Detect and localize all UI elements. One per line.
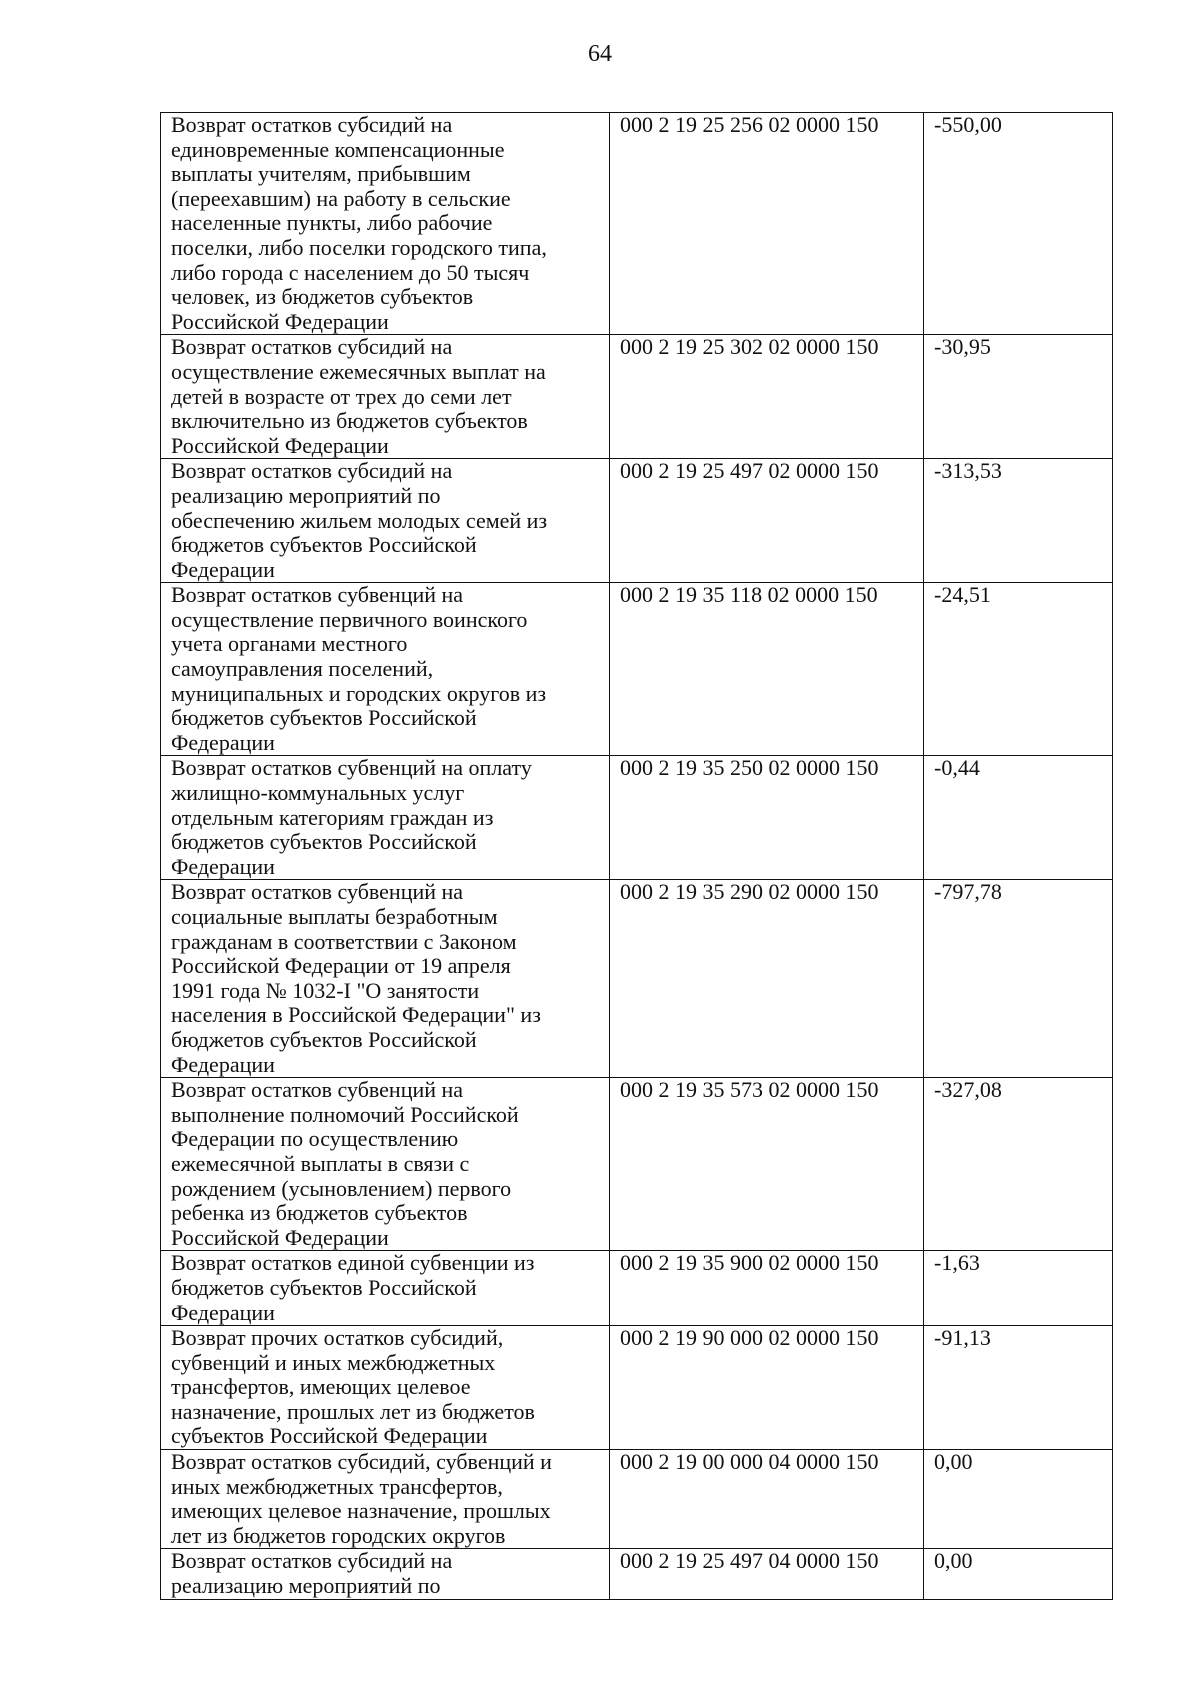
table-row (161, 1549, 1113, 1599)
row-amount: -30,95 (924, 335, 1113, 459)
row-description: Возврат остатков субсидий на реализацию мероприятий по обеспечению жильем молодых семей из бюджетов субъектов Российской Федерации (161, 459, 610, 583)
table-row (161, 335, 1113, 459)
budget-table (160, 112, 1113, 1600)
row-description: Возврат остатков субвенций на осуществление первичного воинского учета органами местного самоуправления поселений, муниципальных и городских округов из бюджетов субъектов Российской Федерации (161, 583, 610, 756)
row-description: Возврат остатков субсидий на осуществление ежемесячных выплат на детей в возрасте от трех до семи лет включительно из бюджетов субъектов Российской Федерации (161, 335, 610, 459)
row-budget-code: 000 2 19 35 900 02 0000 150 (610, 1251, 924, 1326)
table-row (161, 459, 1113, 583)
row-budget-code: 000 2 19 00 000 04 0000 150 (610, 1450, 924, 1549)
row-amount: -327,08 (924, 1078, 1113, 1251)
row-amount: -550,00 (924, 113, 1113, 335)
row-budget-code: 000 2 19 35 118 02 0000 150 (610, 583, 924, 756)
row-amount: -91,13 (924, 1326, 1113, 1450)
table-row (161, 880, 1113, 1078)
row-budget-code: 000 2 19 25 497 04 0000 150 (610, 1549, 924, 1599)
table-row (161, 113, 1113, 335)
page-number: 64 (588, 41, 612, 67)
row-budget-code: 000 2 19 90 000 02 0000 150 (610, 1326, 924, 1450)
row-amount: -0,44 (924, 756, 1113, 880)
row-budget-code: 000 2 19 25 256 02 0000 150 (610, 113, 924, 335)
row-amount: 0,00 (924, 1549, 1113, 1599)
row-budget-code: 000 2 19 35 290 02 0000 150 (610, 880, 924, 1078)
row-amount: -1,63 (924, 1251, 1113, 1326)
row-budget-code: 000 2 19 25 302 02 0000 150 (610, 335, 924, 459)
row-description: Возврат остатков субсидий, субвенций и иных межбюджетных трансфертов, имеющих целевое назначение, прошлых лет из бюджетов городских округов (161, 1450, 610, 1549)
row-description: Возврат остатков субвенций на выполнение полномочий Российской Федерации по осуществлению ежемесячной выплаты в связи с рождением (усыновлением) первого ребенка из бюджетов субъектов Российской Федерации (161, 1078, 610, 1251)
row-budget-code: 000 2 19 35 250 02 0000 150 (610, 756, 924, 880)
row-description: Возврат остатков субсидий на реализацию мероприятий по (161, 1549, 610, 1599)
row-description: Возврат остатков субвенций на оплату жилищно-коммунальных услуг отдельным категориям граждан из бюджетов субъектов Российской Федерации (161, 756, 610, 880)
row-amount: -24,51 (924, 583, 1113, 756)
row-description: Возврат остатков субсидий на единовременные компенсационные выплаты учителям, прибывшим (переехавшим) на работу в сельские населенные пункты, либо рабочие поселки, либо поселки городского типа, либо города с населением до 50 тысяч человек, из бюджетов субъектов Российской Федерации (161, 113, 610, 335)
row-amount: -797,78 (924, 880, 1113, 1078)
row-budget-code: 000 2 19 35 573 02 0000 150 (610, 1078, 924, 1251)
row-description: Возврат остатков субвенций на социальные выплаты безработным гражданам в соответствии с Законом Российской Федерации от 19 апреля 1991 года № 1032-I "О занятости населения в Российской Федерации" из бюджетов субъектов Российской Федерации (161, 880, 610, 1078)
table-row (161, 756, 1113, 880)
table-row (161, 1450, 1113, 1549)
row-amount: -313,53 (924, 459, 1113, 583)
row-description: Возврат прочих остатков субсидий, субвенций и иных межбюджетных трансфертов, имеющих целевое назначение, прошлых лет из бюджетов субъектов Российской Федерации (161, 1326, 610, 1450)
row-description: Возврат остатков единой субвенции из бюджетов субъектов Российской Федерации (161, 1251, 610, 1326)
table-row (161, 1078, 1113, 1251)
table-row (161, 1251, 1113, 1326)
table-row (161, 583, 1113, 756)
row-amount: 0,00 (924, 1450, 1113, 1549)
table-row (161, 1326, 1113, 1450)
row-budget-code: 000 2 19 25 497 02 0000 150 (610, 459, 924, 583)
